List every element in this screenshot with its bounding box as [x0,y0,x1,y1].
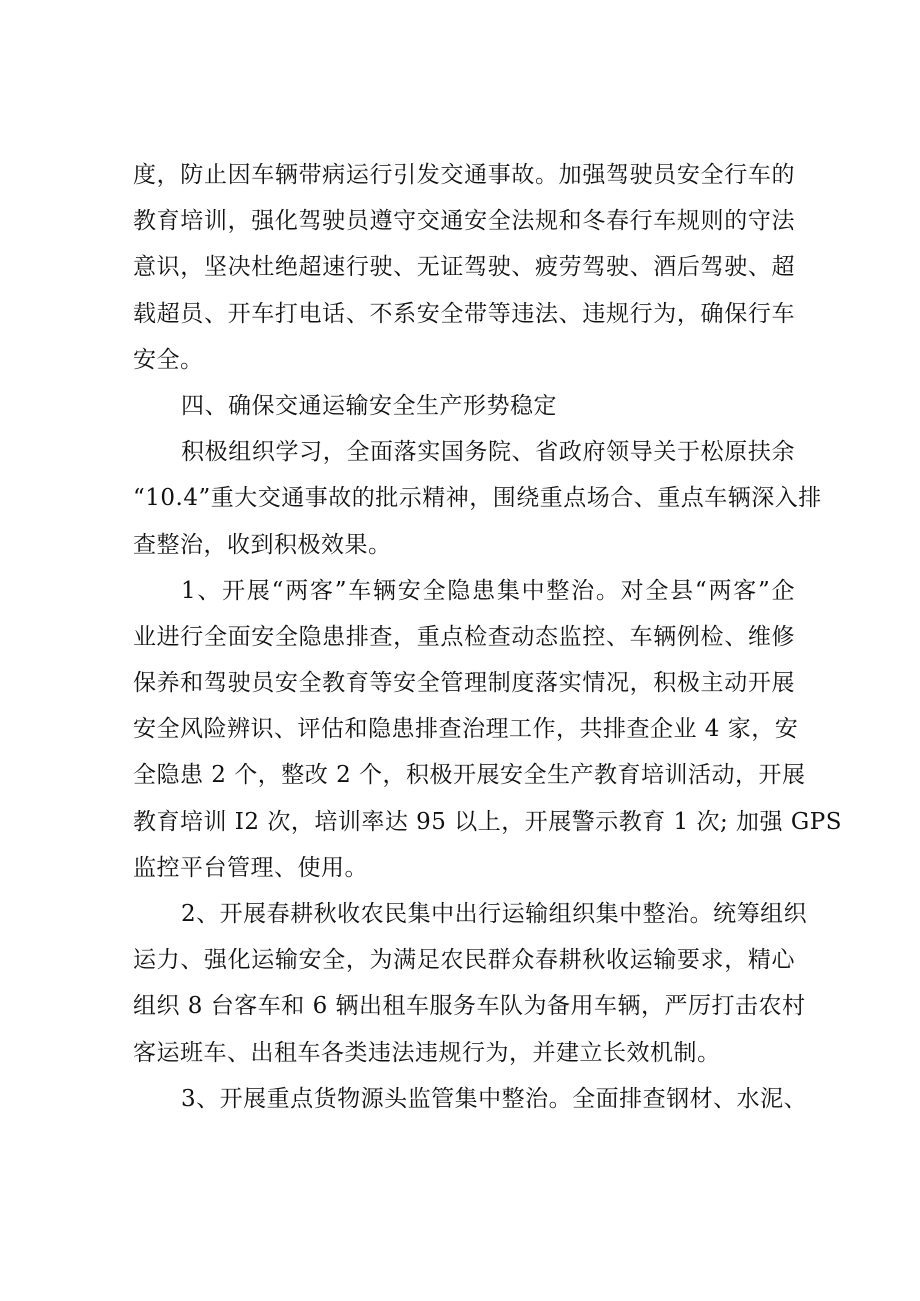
text-line: 意识，坚决杜绝超速行驶、无证驾驶、疲劳驾驶、酒后驾驶、超 [133,254,795,281]
text-line: 监控平台管理、使用。 [133,854,368,881]
text-line: 教育培训 I2 次，培训率达 95 以上，开展警示教育 1 次; 加强 GPS [133,808,842,835]
text-line: 1、开展“两客”车辆安全隐患集中整治。对全县“两客”企 [181,577,795,604]
body-text [133,152,842,1122]
section-heading: 四、确保交通运输安全生产形势稳定 [181,392,557,419]
text-line: 度，防止因车辆带病运行引发交通事故。加强驾驶员安全行车的 [133,162,795,188]
text-line: 2、开展春耕秋收农民集中出行运输组织集中整治。统筹组织 [181,901,808,927]
text-line: 积极组织学习，全面落实国务院、省政府领导关于松原扶余 [181,439,795,466]
text-line: 安全。 [133,346,204,373]
text-line: 全隐患 2 个，整改 2 个，积极开展安全生产教育培训活动，开展 [133,762,806,789]
text-line: 载超员、开车打电话、不系安全带等违法、违规行为，确保行车 [133,300,795,327]
text-line: 客运班车、出租车各类违法违规行为，并建立长效机制。 [133,1039,721,1066]
text-line: 教育培训，强化驾驶员遵守交通安全法规和冬春行车规则的守法 [133,208,795,235]
text-line: 3、开展重点货物源头监管集中整治。全面排查钢材、水泥、 [181,1085,808,1112]
text-line: 查整治，收到积极效果。 [133,531,392,558]
text-line: 运力、强化运输安全，为满足农民群众春耕秋收运输要求，精心 [133,947,795,974]
text-line: 安全风险辨识、评估和隐患排查治理工作，共排查企业 4 家，安 [133,716,799,743]
text-line: 组织 8 台客车和 6 辆出租车服务车队为备用车辆，严厉打击农村 [133,993,806,1020]
text-line: “10.4”重大交通事故的批示精神，围绕重点场合、重点车辆深入排 [133,485,822,512]
text-line: 业进行全面安全隐患排查，重点检查动态监控、车辆例检、维修 [133,623,795,650]
text-line: 保养和驾驶员安全教育等安全管理制度落实情况，积极主动开展 [133,670,795,697]
